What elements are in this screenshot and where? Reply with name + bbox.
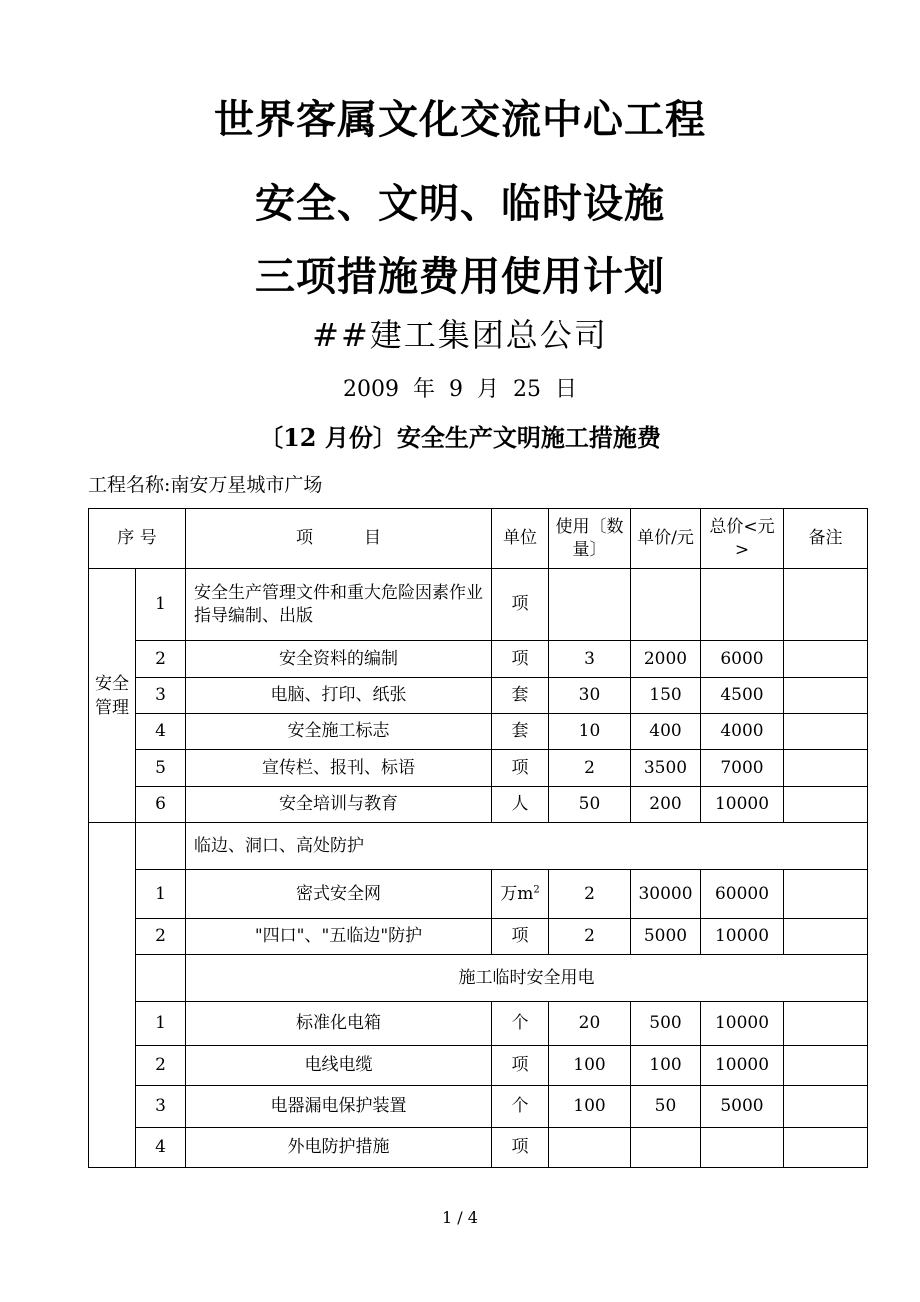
row-qty: 100	[549, 1086, 631, 1128]
row-unit: 项	[492, 1128, 549, 1168]
row-unit: 个	[492, 1002, 549, 1046]
row-no: 2	[136, 919, 186, 955]
row-unit: 项	[492, 1046, 549, 1086]
row-no: 6	[136, 787, 186, 823]
company-name: ##建工集团总公司	[312, 316, 608, 354]
table-row	[89, 1002, 868, 1046]
table-row	[89, 1046, 868, 1086]
row-remark	[784, 919, 868, 955]
section-row	[89, 823, 868, 870]
row-item: 电脑、打印、纸张	[186, 678, 492, 714]
row-unit: 人	[492, 787, 549, 823]
row-price	[631, 1128, 701, 1168]
row-no: 4	[136, 1128, 186, 1168]
row-price: 400	[631, 714, 701, 750]
row-item: 密式安全网	[186, 870, 492, 919]
row-no: 4	[136, 714, 186, 750]
row-price: 100	[631, 1046, 701, 1086]
row-total: 6000	[701, 641, 784, 678]
table-row	[89, 1086, 868, 1128]
row-qty: 2	[549, 870, 631, 919]
header-remark: 备注	[784, 509, 868, 569]
header-qty: 使用〔数量〕	[549, 509, 631, 569]
row-qty: 100	[549, 1046, 631, 1086]
section-protection-label: 临边、洞口、高处防护	[186, 823, 868, 870]
row-qty: 20	[549, 1002, 631, 1046]
row-price	[631, 569, 701, 641]
row-total: 4500	[701, 678, 784, 714]
row-no: 1	[136, 1002, 186, 1046]
document-subtitle-line2: 三项措施费用使用计划	[255, 253, 665, 300]
table-row	[89, 641, 868, 678]
row-price: 500	[631, 1002, 701, 1046]
table-header-row	[89, 509, 868, 569]
row-qty: 2	[549, 750, 631, 787]
row-remark	[784, 1046, 868, 1086]
row-price: 3500	[631, 750, 701, 787]
row-remark	[784, 1086, 868, 1128]
row-unit: 项	[492, 641, 549, 678]
table-row	[89, 714, 868, 750]
section-title: 〔12 月份〕安全生产文明施工措施费	[259, 423, 661, 452]
row-qty	[549, 569, 631, 641]
row-item: 安全施工标志	[186, 714, 492, 750]
row-remark	[784, 870, 868, 919]
row-item: 安全资料的编制	[186, 641, 492, 678]
row-unit: 项	[492, 569, 549, 641]
table-row	[89, 919, 868, 955]
row-no: 5	[136, 750, 186, 787]
row-unit: 项	[492, 919, 549, 955]
row-price: 30000	[631, 870, 701, 919]
row-total: 4000	[701, 714, 784, 750]
page-number: 1 / 4	[442, 1208, 478, 1227]
row-price: 50	[631, 1086, 701, 1128]
row-unit	[492, 870, 549, 919]
row-total: 7000	[701, 750, 784, 787]
row-unit: 项	[492, 750, 549, 787]
document-title: 世界客属文化交流中心工程	[214, 96, 706, 143]
row-remark	[784, 787, 868, 823]
row-price: 2000	[631, 641, 701, 678]
row-no: 3	[136, 1086, 186, 1128]
row-remark	[784, 750, 868, 787]
row-remark	[784, 678, 868, 714]
row-qty: 3	[549, 641, 631, 678]
row-qty: 50	[549, 787, 631, 823]
row-item: 外电防护措施	[186, 1128, 492, 1168]
table-row	[89, 787, 868, 823]
row-no: 2	[136, 641, 186, 678]
row-price: 5000	[631, 919, 701, 955]
document-date: 2009 年 9 月 25 日	[343, 377, 577, 402]
table-row	[89, 678, 868, 714]
header-seq: 序 号	[89, 509, 186, 569]
row-item: 宣传栏、报刊、标语	[186, 750, 492, 787]
row-qty: 30	[549, 678, 631, 714]
row-no: 1	[136, 569, 186, 641]
row-remark	[784, 1002, 868, 1046]
row-item: 安全培训与教育	[186, 787, 492, 823]
row-total: 5000	[701, 1086, 784, 1128]
header-total: 总价<元>	[701, 509, 784, 569]
table-row	[89, 569, 868, 641]
project-name: 工程名称:南安万星城市广场	[88, 474, 323, 496]
row-qty: 10	[549, 714, 631, 750]
row-item: 电器漏电保护装置	[186, 1086, 492, 1128]
row-total	[701, 569, 784, 641]
header-item: 项 目	[186, 509, 492, 569]
row-total	[701, 1128, 784, 1168]
table-row	[89, 1128, 868, 1168]
unit-text: 万m	[500, 883, 534, 904]
category-cell-empty	[89, 823, 136, 1168]
row-unit: 个	[492, 1086, 549, 1128]
row-remark	[784, 569, 868, 641]
row-no: 3	[136, 678, 186, 714]
section-electric-label: 施工临时安全用电	[186, 955, 868, 1002]
unit-superscript: 2	[533, 883, 540, 895]
row-total: 10000	[701, 919, 784, 955]
row-total: 10000	[701, 1002, 784, 1046]
row-item: 标准化电箱	[186, 1002, 492, 1046]
row-item: 电线电缆	[186, 1046, 492, 1086]
document-subtitle-line1: 安全、文明、临时设施	[255, 180, 665, 227]
table-row	[89, 870, 868, 919]
row-price: 150	[631, 678, 701, 714]
row-no	[136, 823, 186, 870]
category-cell: 安全管理	[89, 569, 136, 823]
row-total: 10000	[701, 787, 784, 823]
row-total: 10000	[701, 1046, 784, 1086]
row-total: 60000	[701, 870, 784, 919]
row-item: 安全生产管理文件和重大危险因素作业指导编制、出版	[186, 569, 492, 641]
row-remark	[784, 641, 868, 678]
table-row	[89, 750, 868, 787]
row-remark	[784, 714, 868, 750]
cost-table	[88, 508, 868, 1168]
row-qty: 2	[549, 919, 631, 955]
row-no: 2	[136, 1046, 186, 1086]
header-unit: 单位	[492, 509, 549, 569]
row-remark	[784, 1128, 868, 1168]
section-row	[89, 955, 868, 1002]
row-price: 200	[631, 787, 701, 823]
row-no: 1	[136, 870, 186, 919]
row-no	[136, 955, 186, 1002]
row-qty	[549, 1128, 631, 1168]
row-unit: 套	[492, 678, 549, 714]
row-unit: 套	[492, 714, 549, 750]
row-item: "四口"、"五临边"防护	[186, 919, 492, 955]
header-price: 单价/元	[631, 509, 701, 569]
